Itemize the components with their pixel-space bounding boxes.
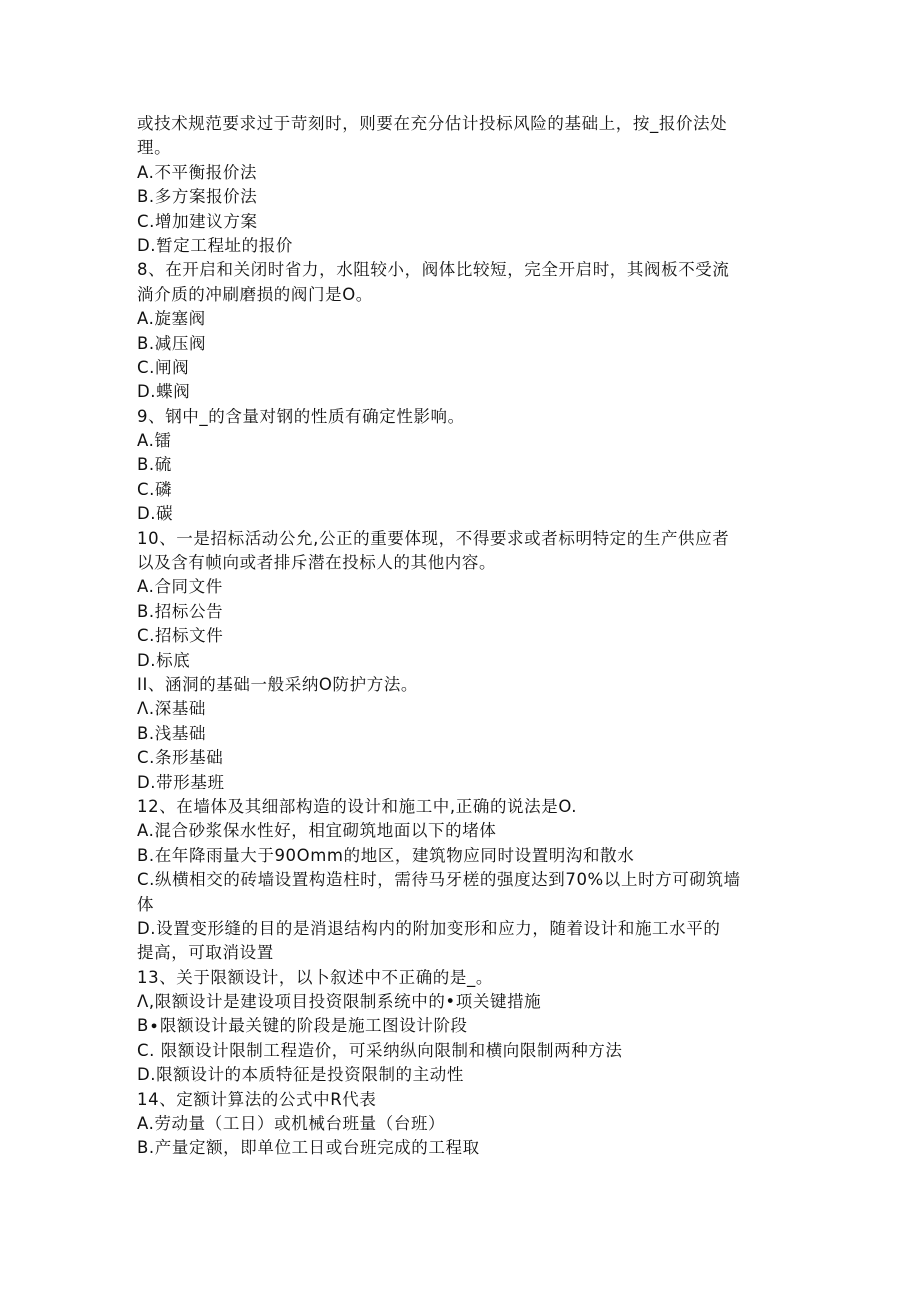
answer-option: A.混合砂浆保水性好，相宜砌筑地面以下的堵体: [137, 821, 497, 841]
answer-option: C.条形基础: [137, 748, 224, 768]
answer-option: B.浅基础: [137, 723, 207, 743]
question-8-cont: 淌介质的冲刷磨损的阀门是O。: [137, 284, 373, 304]
text-line: 理。: [137, 138, 172, 158]
question-8: 8、在开启和关闭时省力，水阻较小，阀体比较短，完全开启时，其阀板不受流: [137, 260, 730, 280]
answer-option: C.纵横相交的砖墙设置构造柱时，需待马牙槎的强度达到70%以上时方可砌筑墙: [137, 870, 741, 890]
answer-option: D.限额设计的本质特征是投资限制的主动性: [137, 1065, 464, 1085]
answer-option: C.闸阀: [137, 357, 190, 377]
answer-option: A.劳动量（工日）或机械台班量（台班）: [137, 1114, 446, 1134]
text-line: 或技术规范要求过于苛刻时，则要在充分估计投标风险的基础上，按_报价法处: [137, 114, 728, 133]
answer-option: A.不平衡报价法: [137, 162, 258, 182]
answer-option: D.标底: [137, 650, 191, 670]
answer-option: B.多方案报价法: [137, 187, 258, 207]
answer-option: D.碳: [137, 504, 174, 524]
answer-option: B∙限额设计最关键的阶段是施工图设计阶段: [137, 1016, 468, 1036]
answer-option: B.在年降雨量大于90Omm的地区，建筑物应同时设置明沟和散水: [137, 845, 635, 865]
answer-option: B.硫: [137, 455, 172, 475]
answer-option: C.增加建议方案: [137, 211, 258, 231]
question-14: 14、定额计算法的公式中R代表: [137, 1089, 377, 1109]
answer-option: D.蝶阀: [137, 382, 191, 402]
answer-option: C.招标文件: [137, 626, 224, 646]
answer-option-cont: 提高，可取消设置: [137, 943, 274, 963]
document-page: [137, 112, 787, 1161]
question-13: 13、关于限额设计，以卜叙述中不正确的是_。: [137, 967, 493, 987]
question-11: II、涵洞的基础一般采纳O防护方法。: [137, 674, 419, 694]
answer-option: D.设置变形缝的目的是消退结构内的附加变形和应力，随着设计和施工水平的: [137, 918, 721, 938]
answer-option: C. 限额设计限制工程造价，可采纳纵向限制和横向限制两种方法: [137, 1040, 623, 1060]
answer-option: Λ.深基础: [137, 699, 207, 719]
answer-option: A.合同文件: [137, 577, 223, 597]
answer-option: B.产量定额，即单位工日或台班完成的工程取: [137, 1138, 480, 1158]
answer-option: A.镭: [137, 431, 172, 451]
answer-option-cont: 体: [137, 894, 155, 914]
answer-option: D.带形基班: [137, 772, 225, 792]
answer-option: C.磷: [137, 479, 173, 499]
answer-option: B.减压阀: [137, 333, 207, 353]
question-10: 10、一是招标活动公允,公正的重要体现，不得要求或者标明特定的生产供应者: [137, 528, 730, 548]
answer-option: Λ,限额设计是建设项目投资限制系统中的•项关键措施: [137, 992, 542, 1012]
answer-option: A.旋塞阀: [137, 309, 206, 329]
question-12: 12、在墙体及其细部构造的设计和施工中,正确的说法是O.: [137, 796, 578, 816]
question-9: 9、钢中_的含量对钢的性质有确定性影响。: [137, 406, 465, 426]
answer-option: D.暂定工程址的报价: [137, 235, 293, 255]
answer-option: B.招标公告: [137, 601, 224, 621]
question-10-cont: 以及含有帧向或者排斥潜在投标人的其他内容。: [137, 553, 497, 573]
